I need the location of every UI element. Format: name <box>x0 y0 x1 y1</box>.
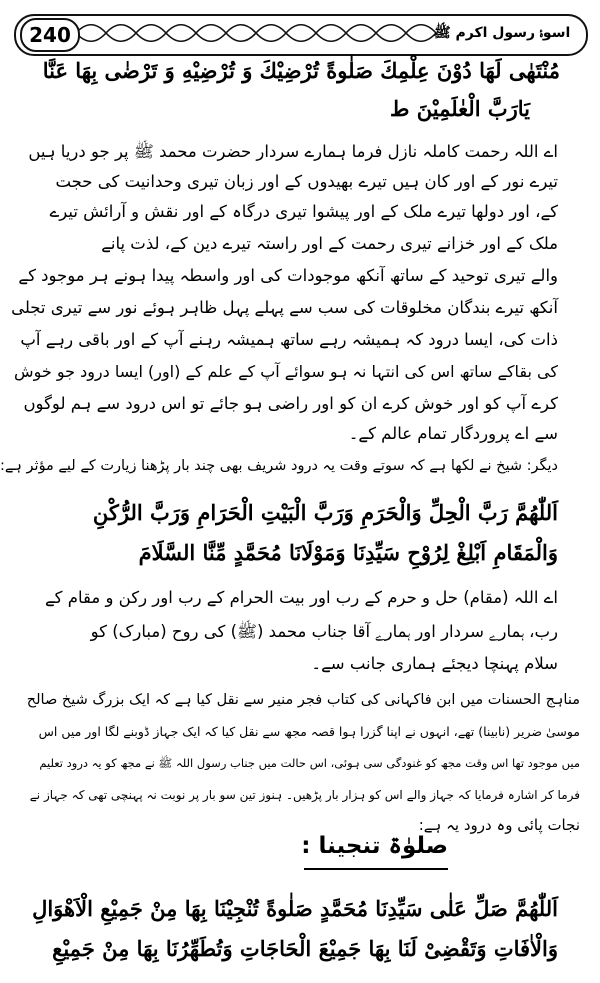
translation-line: ملک کے اور خزانے تیری رحمت کے اور راستہ تیرے دین کے، لذت پانے <box>101 234 558 253</box>
arabic-line: اَللّٰهُمَّ رَبَّ الْحِلِّ وَالْحَرَمِ وَرَبَّ الْبَيْتِ الْحَرَامِ وَرَبَّ الرُّكْنِ <box>92 500 558 525</box>
translation-line: آنکھ تیرے بندگان مخلوقات کی سب سے پہلے پہل ظاہر ہوئے نور سے تیری تجلی <box>11 298 558 317</box>
translation-line: رب، ہمارے سردار اور ہمارے آقا جناب محمد (ﷺ) کی روح (مبارک) کو <box>90 622 558 641</box>
arabic-line: وَالْمَقَامِ اَبْلِغْ لِرُوْحِ سَيِّدِنَا وَمَوْلَانَا مُحَمَّدٍ مِّنَّا السَّلَامَ <box>138 540 558 565</box>
page-header <box>14 14 586 54</box>
arabic-line: وَالْاٰفَاتِ وَتَقْضِىْ لَنَا بِهَا جَمِيْعَ الْحَاجَاتِ وَتُطَهِّرُنَا بِهَا مِنْ جَمِيْعِ <box>52 936 558 961</box>
note-line: دیگر: شیخ نے لکھا ہے کہ سوتے وقت یہ درود شریف بھی چند بار پڑھنا زیارت کے لیے مؤثر ہے: <box>0 458 558 474</box>
arabic-line: اَللّٰهُمَّ صَلِّ عَلٰى سَيِّدِنَا مُحَمَّدٍ صَلٰوةً تُنْجِيْنَا بِهَا مِنْ جَمِيْعِ الْاَهْوَالِ <box>32 896 558 921</box>
story-line: میں موجود تھا اس وقت مجھ کو غنودگی سی ہوئی، اس حالت میں جناب رسول اللہ ﷺ نے مجھ کو یہ درود تعلیم <box>39 756 580 770</box>
translation-line: کی بقاکے ساتھ اس کی انتہا نہ ہو سوائے آپ کے علم کے (اور) ایسا درود جو خوش <box>14 362 558 381</box>
story-line: مناہج الحسنات میں ابن فاکہانی کی کتاب فجر منیر سے نقل کیا ہے کہ ایک بزرگ شیخ صالح <box>26 692 580 708</box>
translation-line: سلام پہنچا دیجئے ہماری جانب سے۔ <box>311 654 558 673</box>
translation-line: سے اے پروردگار تمام عالم کے۔ <box>348 424 558 443</box>
ornamental-chain-border <box>76 22 436 44</box>
translation-line: والے تیری توحید کے ساتھ آنکھ موجودات کی اور واسطہ پیدا ہونے ہر موجود کے <box>18 266 558 285</box>
section-heading: صلوٰۃ تنجینا : <box>301 833 448 859</box>
story-line: موسیٰ ضریر (نابینا) تھے، انہوں نے اپنا گزرا ہوا قصہ مجھ سے نقل کیا کہ ایک جہاز ڈوبنے لگا اور میں اس <box>38 724 580 739</box>
arabic-line: يَارَبَّ الْعٰلَمِيْنَ ط <box>390 96 530 121</box>
heading-underline <box>304 868 448 870</box>
translation-line: تیرے نور کے اور کان ہیں تیرے بھیدوں کے اور زبان تیری وحدانیت کی حجت <box>55 172 558 191</box>
translation-line: اے اللہ (مقام) حل و حرم کے رب اور بیت الحرام کے رب اور رکن و مقام کے <box>45 588 558 607</box>
story-line: نجات پائی وہ درود یہ ہے: <box>418 816 580 834</box>
translation-line: ذات کی، ایسا درود کہ ہمیشہ رہے ساتھ ہمیشہ رہنے آپ کے اور باقی رہے آپ <box>20 330 558 349</box>
story-line: فرما کر اشارہ فرمایا کہ جہاز والے اس کو ہزار بار پڑھیں۔ ہنوز تین سو بار پر نوبت نہ پہنچی تھی کہ جہاز نے <box>29 788 580 802</box>
translation-line: کرے آپ کو اور خوش کرے ان کو اور راضی ہو جائے تو اس درود سے ہم لوگوں <box>23 394 558 413</box>
page-number: 240 <box>20 18 80 52</box>
arabic-line: مُنْتَهٰى لَهَا دُوْنَ عِلْمِكَ صَلٰوةً تُرْضِيْكَ وَ تُرْضِيْهِ وَ تَرْضٰى بِهَا عَنَّا <box>42 58 560 83</box>
translation-line: اے اللہ رحمت کاملہ نازل فرما ہمارے سردار حضرت محمد ﷺ پر جو دریا ہیں <box>28 142 558 161</box>
translation-line: کے، اور دولھا تیرے ملک کے اور پیشوا تیری درگاہ کے اور نقش و آرائش تیرے <box>49 202 558 221</box>
running-title: اسوۂ رسول اکرم ﷺ <box>433 25 571 41</box>
